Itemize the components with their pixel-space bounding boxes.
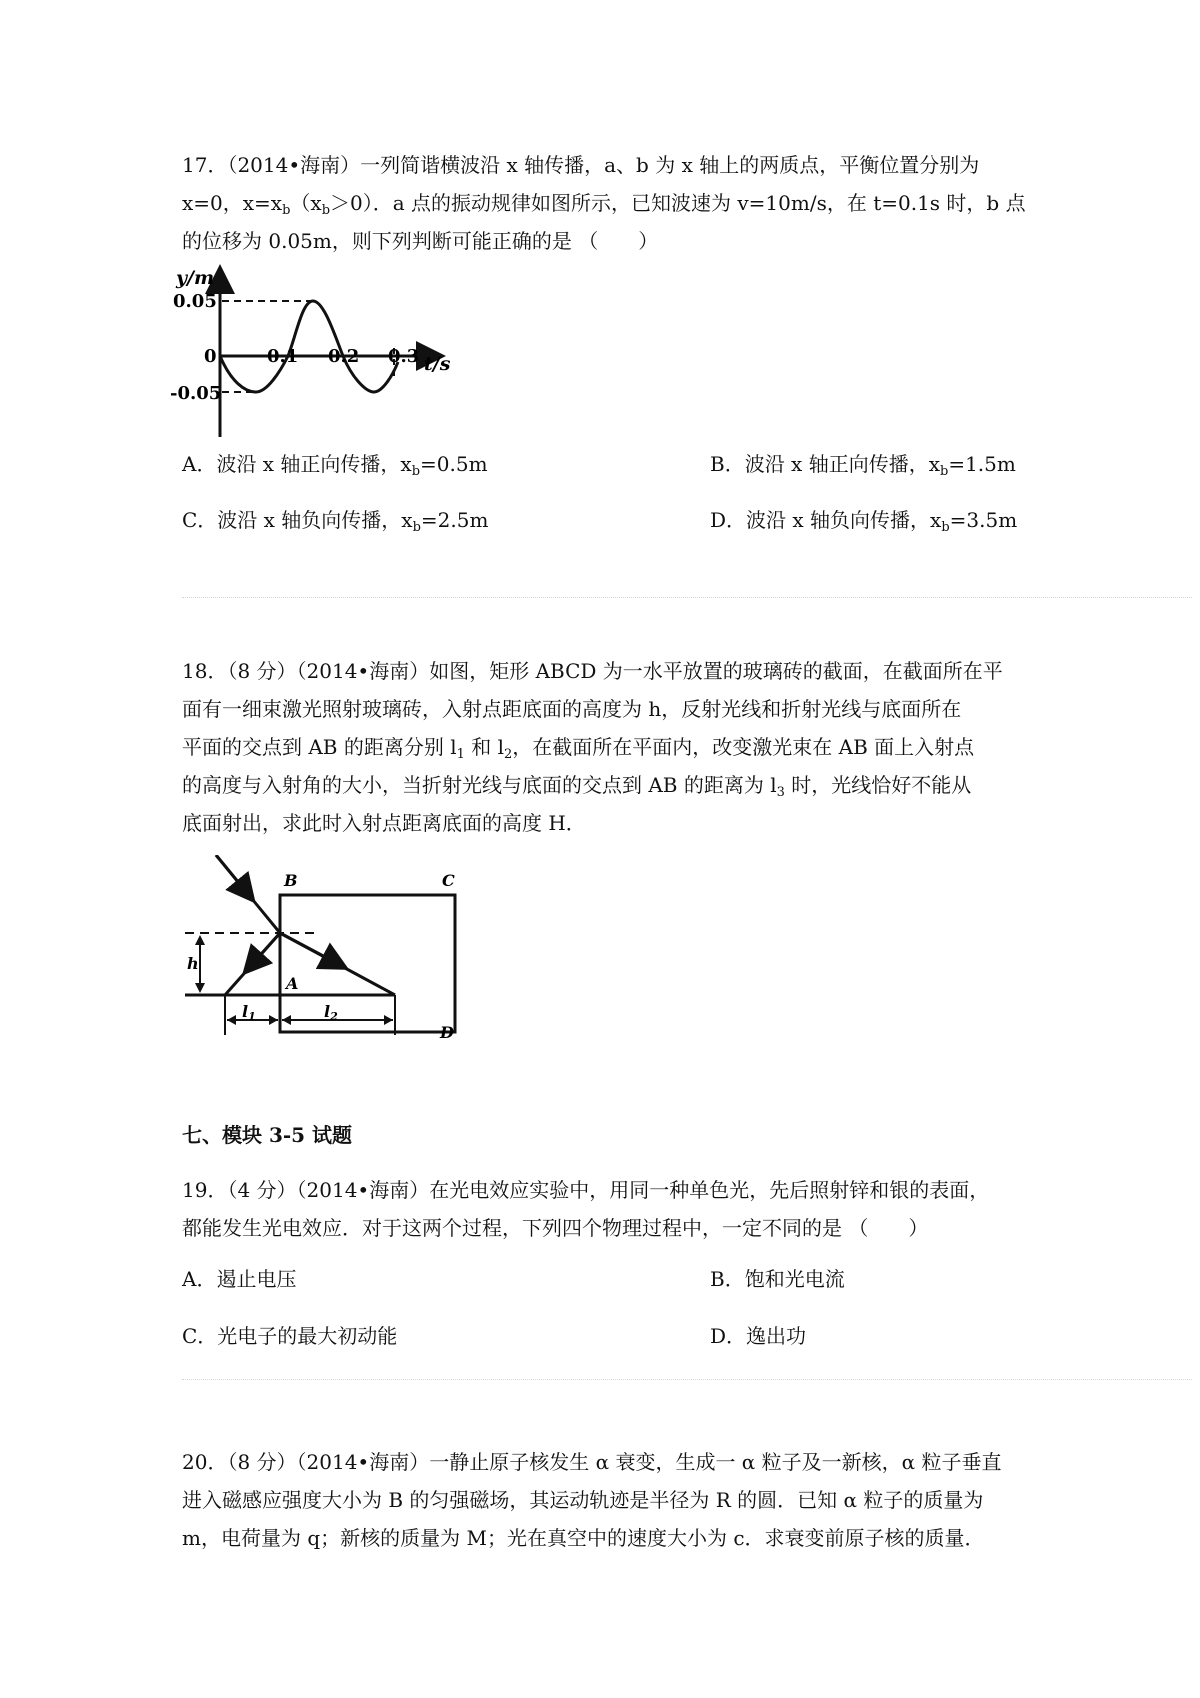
label-a: A	[286, 974, 299, 993]
q17-option-d[interactable]: D．波沿 x 轴负向传播，$x_b=3.5m$	[710, 508, 1018, 535]
text-line: 底面射出，求此时入射点距离底面的高度 H．	[182, 811, 586, 835]
text-line: m，电荷量为 q；新核的质量为 M；光在真空中的速度大小为 c．求衰变前原子核的质量．	[182, 1526, 985, 1550]
section-title: 七、模块 3-5 试题	[182, 1123, 353, 1147]
text-line: 的高度与入射角的大小，当折射光线与底面的交点到 AB 的距离为 $l_3$ 时，光线恰好不能从	[182, 773, 972, 800]
text-line: 进入磁感应强度大小为 B 的匀强磁场，其运动轨迹是半径为 R 的圆．已知 α 粒子的质量为	[182, 1488, 984, 1512]
vibration-graph	[170, 262, 470, 452]
y-axis-label: y/m	[176, 267, 215, 289]
y-max-label: 0.05	[173, 291, 217, 312]
question-19-text	[182, 1171, 1042, 1247]
label-b: B	[284, 871, 298, 890]
text-line: 都能发生光电效应．对于这两个过程，下列四个物理过程中，一定不同的是 （ ）	[182, 1216, 929, 1240]
text-line: 20．（8 分）（2014•海南）一静止原子核发生 α 衰变，生成一 α 粒子及一新核，α 粒子垂直	[182, 1450, 1002, 1474]
q19-option-c[interactable]: C．光电子的最大初动能	[182, 1324, 398, 1348]
q19-option-d[interactable]: D．逸出功	[710, 1324, 807, 1348]
incident-ray-arrow	[216, 855, 252, 899]
glass-brick-rectangle	[280, 895, 455, 1032]
text-line: 面有一细束激光照射玻璃砖，入射点距底面的高度为 h，反射光线和折射光线与底面所在	[182, 697, 962, 721]
text-line: 19．（4 分）（2014•海南）在光电效应实验中，用同一种单色光，先后照射锌和银的表面，	[182, 1178, 990, 1202]
separator	[182, 597, 1192, 598]
glass-brick-figure	[180, 855, 480, 1040]
question-18-text	[182, 652, 1042, 842]
vibration-curve	[220, 301, 398, 392]
text-line: 18．（8 分）（2014•海南）如图，矩形 ABCD 为一水平放置的玻璃砖的截面，在截面所在平	[182, 659, 1003, 683]
question-17-text	[182, 146, 1042, 260]
question-20-text	[182, 1443, 1042, 1557]
refracted-ray-arrow	[280, 933, 344, 967]
label-l1: l1	[242, 1002, 256, 1023]
label-l2: l2	[324, 1002, 338, 1023]
label-c: C	[442, 871, 455, 890]
text-line: x=0，$x=x_b(x_b>0)$．a 点的振动规律如图所示，已知波速为 v=10m/s，在 t=0.1s 时，b 点	[182, 191, 1026, 218]
label-d: D	[440, 1023, 454, 1040]
q19-option-a[interactable]: A．遏止电压	[182, 1267, 297, 1291]
text-line: 的位移为 0.05m，则下列判断可能正确的是 （ ）	[182, 229, 659, 253]
separator	[182, 1379, 1192, 1380]
t-tick-label: 0.1	[267, 346, 299, 367]
q19-option-b[interactable]: B．饱和光电流	[710, 1267, 845, 1291]
t-axis-label: t/s	[424, 353, 451, 375]
text-line: 17．（2014•海南）一列简谐横波沿 x 轴传播，a、b 为 x 轴上的两质点，平衡位置分别为	[182, 153, 980, 177]
origin-label: 0	[204, 346, 217, 367]
label-h: h	[187, 954, 199, 973]
t-tick-label: 0.3	[388, 346, 420, 367]
text-line: 平面的交点到 AB 的距离分别 $l_1$ 和 $l_2$，在截面所在平面内，改变激光束在 AB 面上入射点	[182, 735, 975, 762]
t-tick-label: 0.2	[328, 346, 360, 367]
y-min-label: -0.05	[170, 383, 222, 404]
q17-option-c[interactable]: C．波沿 x 轴负向传播，$x_b=2.5m$	[182, 508, 489, 535]
q17-option-a[interactable]: A．波沿 x 轴正向传播，$x_b=0.5m$	[182, 452, 488, 479]
reflected-ray-arrow	[246, 933, 280, 971]
q17-option-b[interactable]: B．波沿 x 轴正向传播，$x_b=1.5m$	[710, 452, 1016, 479]
